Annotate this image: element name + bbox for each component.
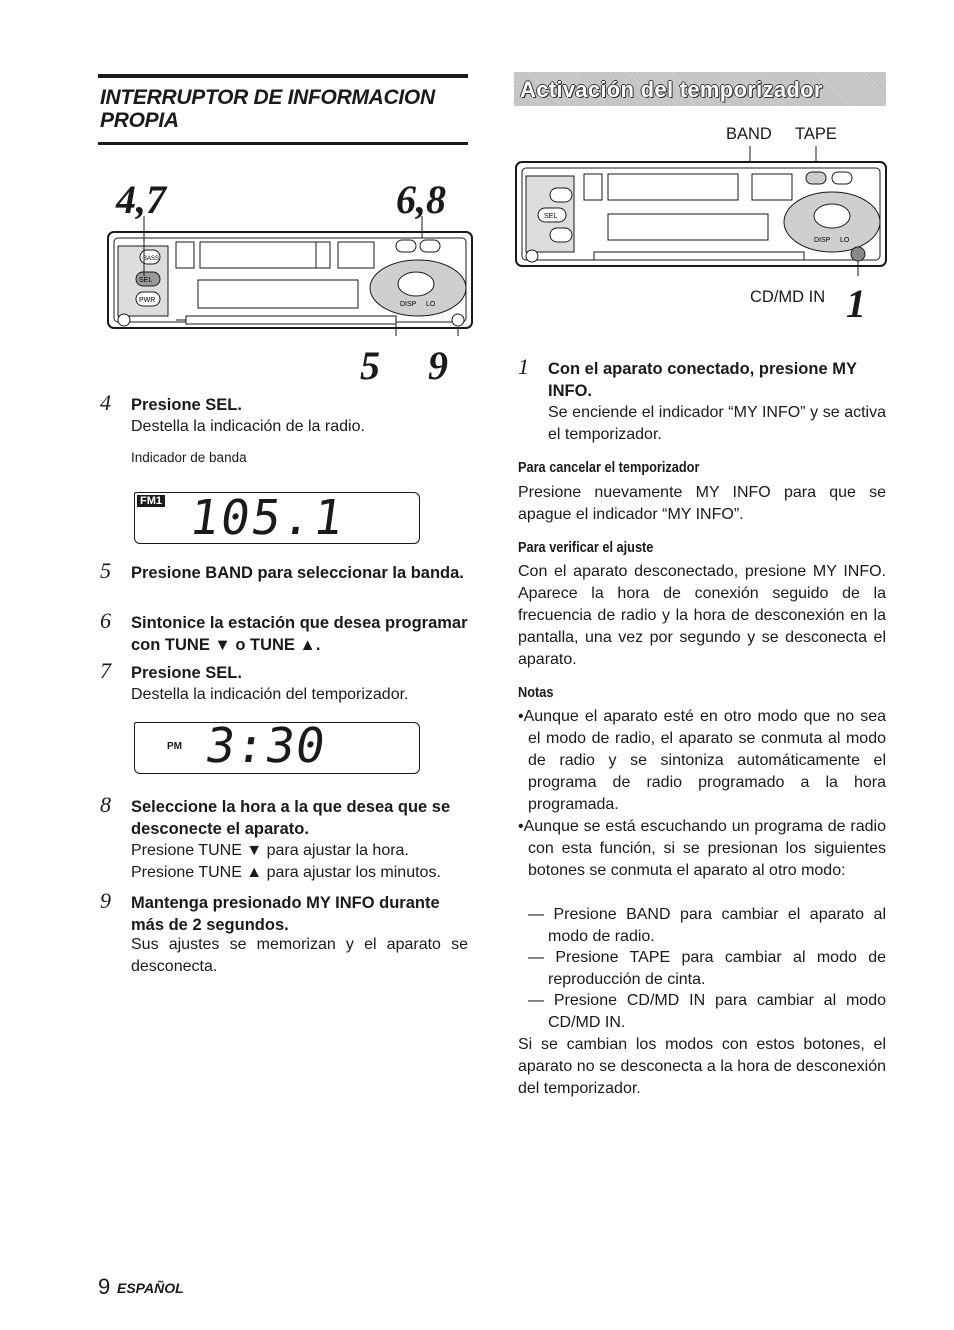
verify-heading: Para verificar el ajuste	[518, 539, 654, 556]
step-heading: Seleccione la hora a la que desea que se desconecte el aparato.	[131, 798, 451, 838]
step-heading: Presione SEL.	[131, 664, 242, 682]
language-label: ESPAÑOL	[117, 1280, 184, 1296]
car-stereo-illustration	[514, 146, 890, 276]
band-label: BAND	[726, 125, 772, 143]
cancel-body: Presione nuevamente MY INFO para que se apague el indicador “MY INFO”.	[518, 484, 886, 523]
step-heading: Presione BAND para seleccionar la banda.	[131, 564, 464, 582]
section-title: Activación del temporizador	[520, 77, 823, 102]
sel-label: SEL	[139, 277, 153, 284]
callout-6-8: 6,8	[396, 177, 446, 222]
lo-label: LO	[840, 237, 850, 244]
callout-1: 1	[846, 281, 866, 326]
step-body: Destella la indicación del temporizador.	[131, 686, 409, 703]
notes-heading: Notas	[518, 684, 554, 701]
step-body: Presione TUNE ▲ para ajustar los minutos.	[131, 864, 441, 881]
note-item: •Aunque se está escuchando un programa de radio con esta función, si se presionan los siguientes botones se conmuta el aparato al otro modo:	[518, 818, 886, 879]
disp-label: DISP	[400, 301, 417, 308]
title-rule-top	[98, 74, 468, 78]
sel-label: SEL	[544, 213, 558, 220]
callout-4-7: 4,7	[116, 177, 166, 222]
step-body: Sus ajustes se memorizan y el aparato se desconecta.	[131, 936, 468, 975]
step-heading: Con el aparato conectado, presione MY INFO.	[548, 360, 857, 400]
step-number: 5	[100, 558, 111, 583]
step-body: Se enciende el indicador “MY INFO” y se activa el temporizador.	[548, 404, 886, 443]
callout-9: 9	[428, 343, 448, 388]
step-number: 4	[100, 390, 111, 415]
disp-label: DISP	[814, 237, 831, 244]
lcd-time: 3:30	[202, 718, 330, 774]
band-indicator-label: Indicador de banda	[131, 450, 247, 465]
note-item: •Aunque el aparato esté en otro modo que no sea el modo de radio, el aparato se conmuta al modo de radio y se sintoniza automáticamente el programa de radio programado a la hora programada.	[518, 708, 886, 813]
step-number: 8	[100, 792, 111, 817]
tape-label: TAPE	[795, 125, 837, 143]
step-heading: Sintonice la estación que desea programar con TUNE ▼ o TUNE ▲.	[131, 614, 468, 654]
cdmd-label: CD/MD IN	[750, 288, 826, 306]
page-number: 9	[98, 1274, 111, 1299]
verify-body: Con el aparato desconectado, presione MY INFO. Aparece la hora de conexión seguido de la frecuencia de radio y la hora de desconexión en la pantalla, una vez por segundo y se desconecta el aparato.	[518, 563, 886, 668]
step-heading: Mantenga presionado MY INFO durante más de 2 segundos.	[131, 894, 440, 934]
band-indicator: FM1	[137, 495, 165, 507]
step-body: Destella la indicación de la radio.	[131, 418, 365, 435]
cancel-heading: Para cancelar el temporizador	[518, 459, 700, 476]
lo-label: LO	[426, 301, 436, 308]
callout-5: 5	[360, 343, 380, 388]
step-number: 7	[100, 658, 111, 683]
step-number: 9	[100, 888, 111, 913]
car-stereo-illustration	[106, 216, 476, 336]
note-subitem: — Presione TAPE para cambiar al modo de reproducción de cinta.	[528, 949, 886, 988]
note-final: Si se cambian los modos con estos botones, el aparato no se desconecta a la hora de desconexión del temporizador.	[518, 1036, 886, 1097]
note-subitem: — Presione BAND para cambiar el aparato al modo de radio.	[528, 906, 886, 945]
pwr-label: PWR	[139, 297, 156, 304]
note-subitem: — Presione CD/MD IN para cambiar al modo CD/MD IN.	[528, 992, 886, 1031]
title-rule-bottom	[98, 142, 468, 145]
step-body: Presione TUNE ▼ para ajustar la hora.	[131, 842, 409, 859]
section-title: INTERRUPTOR DE INFORMACION PROPIA	[100, 86, 435, 132]
step-number: 1	[518, 354, 529, 379]
bass-label: BASS	[143, 256, 160, 262]
step-heading: Presione SEL.	[131, 396, 242, 414]
lcd-frequency: 105.1	[186, 490, 349, 546]
step-number: 6	[100, 608, 111, 633]
pm-indicator: PM	[167, 741, 182, 752]
